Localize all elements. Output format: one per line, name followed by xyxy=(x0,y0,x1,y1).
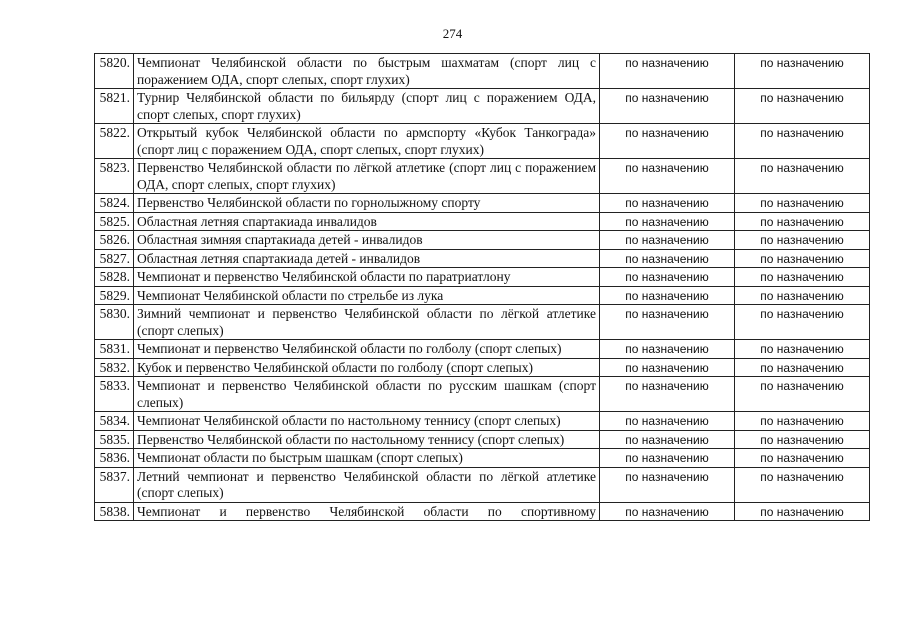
event-name: Зимний чемпионат и первенство Челябинской области по лёгкой атлетике (спорт слепых) xyxy=(134,305,600,340)
row-number: 5820. xyxy=(95,54,134,89)
table-row xyxy=(95,231,870,250)
row-number: 5824. xyxy=(95,194,134,213)
events-table xyxy=(94,53,870,521)
value-cell: по назначению xyxy=(735,124,870,159)
table-row xyxy=(95,89,870,124)
table-row xyxy=(95,268,870,287)
row-number: 5832. xyxy=(95,358,134,377)
table-body xyxy=(95,54,870,521)
value-cell: по назначению xyxy=(600,286,735,305)
event-name: Чемпионат области по быстрым шашкам (спорт слепых) xyxy=(134,449,600,468)
value-cell: по назначению xyxy=(600,340,735,359)
row-number: 5821. xyxy=(95,89,134,124)
table-row xyxy=(95,54,870,89)
event-name: Открытый кубок Челябинской области по армспорту «Кубок Танкограда» (спорт лиц с поражением ОДА, спорт слепых, спорт глухих) xyxy=(134,124,600,159)
value-cell: по назначению xyxy=(735,340,870,359)
event-name: Кубок и первенство Челябинской области по голболу (спорт слепых) xyxy=(134,358,600,377)
value-cell: по назначению xyxy=(735,502,870,521)
table-row xyxy=(95,212,870,231)
value-cell: по назначению xyxy=(735,212,870,231)
event-name: Первенство Челябинской области по горнолыжному спорту xyxy=(134,194,600,213)
value-cell: по назначению xyxy=(735,89,870,124)
row-number: 5830. xyxy=(95,305,134,340)
event-name: Первенство Челябинской области по настольному теннису (спорт слепых) xyxy=(134,430,600,449)
value-cell: по назначению xyxy=(600,89,735,124)
event-name: Летний чемпионат и первенство Челябинской области по лёгкой атлетике (спорт слепых) xyxy=(134,467,600,502)
value-cell: по назначению xyxy=(735,231,870,250)
value-cell: по назначению xyxy=(735,286,870,305)
event-name: Чемпионат и первенство Челябинской области по спортивному xyxy=(134,502,600,521)
value-cell: по назначению xyxy=(735,467,870,502)
event-name: Чемпионат Челябинской области по настольному теннису (спорт слепых) xyxy=(134,412,600,431)
value-cell: по назначению xyxy=(600,305,735,340)
table-row xyxy=(95,502,870,521)
row-number: 5825. xyxy=(95,212,134,231)
event-name: Чемпионат и первенство Челябинской области по русским шашкам (спорт слепых) xyxy=(134,377,600,412)
value-cell: по назначению xyxy=(600,430,735,449)
event-name: Областная зимняя спартакиада детей - инвалидов xyxy=(134,231,600,250)
value-cell: по назначению xyxy=(600,54,735,89)
value-cell: по назначению xyxy=(600,412,735,431)
value-cell: по назначению xyxy=(600,268,735,287)
event-name: Чемпионат и первенство Челябинской области по паратриатлону xyxy=(134,268,600,287)
row-number: 5837. xyxy=(95,467,134,502)
row-number: 5831. xyxy=(95,340,134,359)
value-cell: по назначению xyxy=(600,502,735,521)
event-name: Турнир Челябинской области по бильярду (спорт лиц с поражением ОДА, спорт слепых, спорт глухих) xyxy=(134,89,600,124)
value-cell: по назначению xyxy=(600,212,735,231)
row-number: 5823. xyxy=(95,159,134,194)
value-cell: по назначению xyxy=(735,412,870,431)
row-number: 5835. xyxy=(95,430,134,449)
value-cell: по назначению xyxy=(735,194,870,213)
value-cell: по назначению xyxy=(735,358,870,377)
row-number: 5833. xyxy=(95,377,134,412)
table-row xyxy=(95,467,870,502)
value-cell: по назначению xyxy=(735,268,870,287)
event-name: Чемпионат Челябинской области по стрельбе из лука xyxy=(134,286,600,305)
table-row xyxy=(95,286,870,305)
event-name: Областная летняя спартакиада инвалидов xyxy=(134,212,600,231)
row-number: 5828. xyxy=(95,268,134,287)
row-number: 5822. xyxy=(95,124,134,159)
value-cell: по назначению xyxy=(600,358,735,377)
table-row xyxy=(95,124,870,159)
table-row xyxy=(95,412,870,431)
value-cell: по назначению xyxy=(600,449,735,468)
value-cell: по назначению xyxy=(735,54,870,89)
table-row xyxy=(95,194,870,213)
table-row xyxy=(95,430,870,449)
row-number: 5836. xyxy=(95,449,134,468)
table-row xyxy=(95,305,870,340)
event-name: Чемпионат Челябинской области по быстрым шахматам (спорт лиц с поражением ОДА, спорт слепых, спорт глухих) xyxy=(134,54,600,89)
value-cell: по назначению xyxy=(735,377,870,412)
table-row xyxy=(95,340,870,359)
row-number: 5838. xyxy=(95,502,134,521)
value-cell: по назначению xyxy=(600,231,735,250)
page-number: 274 xyxy=(442,26,463,41)
table-row xyxy=(95,358,870,377)
value-cell: по назначению xyxy=(735,305,870,340)
value-cell: по назначению xyxy=(735,249,870,268)
event-name: Областная летняя спартакиада детей - инвалидов xyxy=(134,249,600,268)
event-name: Чемпионат и первенство Челябинской области по голболу (спорт слепых) xyxy=(134,340,600,359)
value-cell: по назначению xyxy=(735,430,870,449)
row-number: 5826. xyxy=(95,231,134,250)
value-cell: по назначению xyxy=(600,124,735,159)
row-number: 5834. xyxy=(95,412,134,431)
row-number: 5827. xyxy=(95,249,134,268)
value-cell: по назначению xyxy=(600,159,735,194)
row-number: 5829. xyxy=(95,286,134,305)
table-row xyxy=(95,159,870,194)
table-row xyxy=(95,449,870,468)
value-cell: по назначению xyxy=(600,377,735,412)
value-cell: по назначению xyxy=(735,449,870,468)
value-cell: по назначению xyxy=(600,194,735,213)
value-cell: по назначению xyxy=(600,467,735,502)
table-row xyxy=(95,249,870,268)
value-cell: по назначению xyxy=(600,249,735,268)
value-cell: по назначению xyxy=(735,159,870,194)
event-name: Первенство Челябинской области по лёгкой атлетике (спорт лиц с поражением ОДА, спорт слепых, спорт глухих) xyxy=(134,159,600,194)
table-row xyxy=(95,377,870,412)
